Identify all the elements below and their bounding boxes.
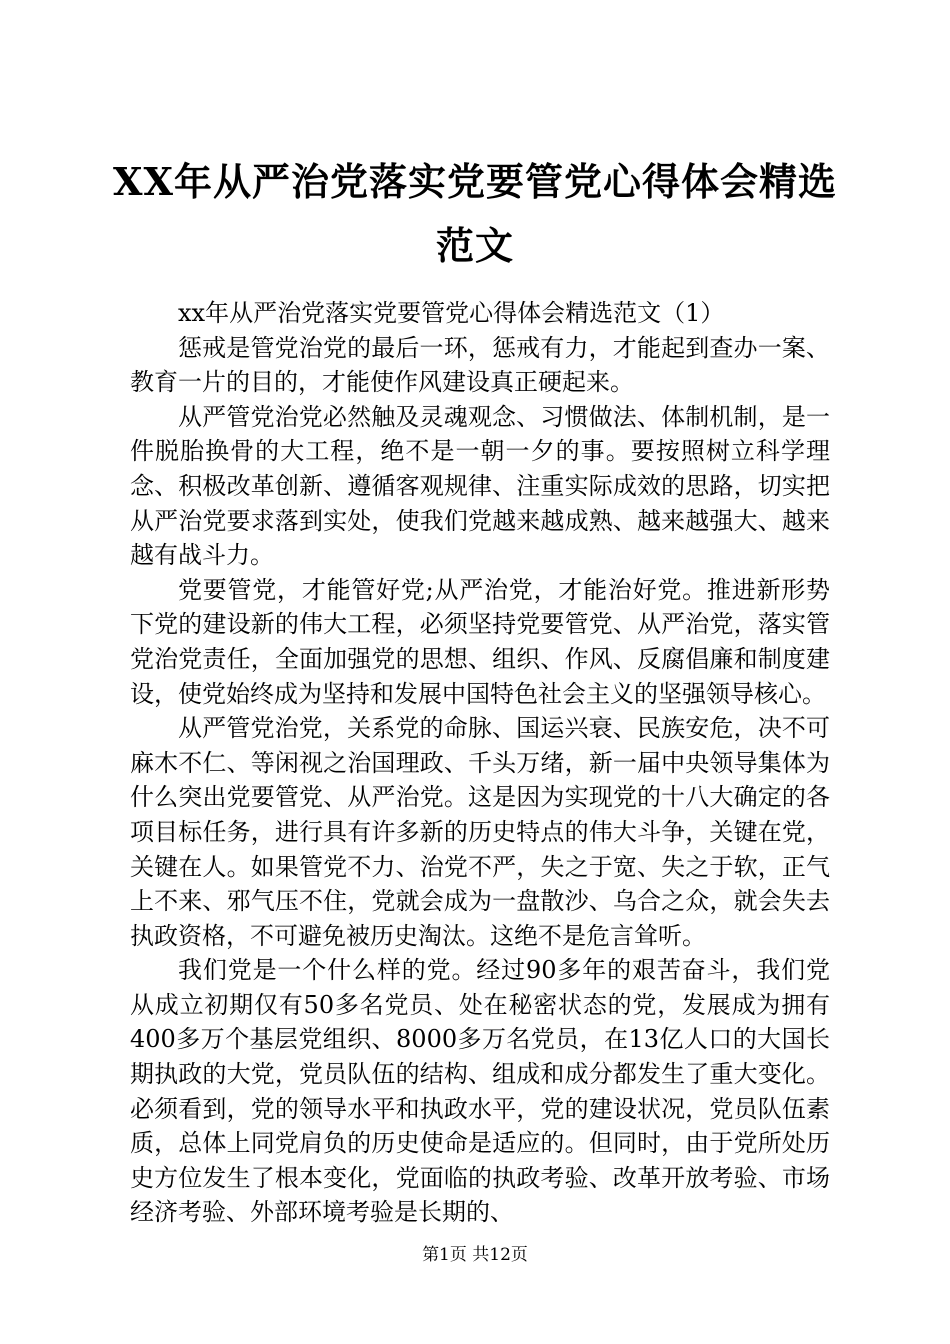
document-body [130,296,830,1230]
paragraph: 我们党是一个什么样的党。经过90多年的艰苦奋斗，我们党从成立初期仅有50多名党员、处在秘密状态的党，发展成为拥有400多万个基层党组织、8000多万名党员，在13亿人口的大国长期执政的大党，党员队伍的结构、组成和成分都发生了重大变化。必须看到，党的领导水平和执政水平，党的建设状况，党员队伍素质，总体上同党肩负的历史使命是适应的。但同时，由于党所处历史方位发生了根本变化，党面临的执政考验、改革开放考验、市场经济考验、外部环境考验是长期的、 [130,956,830,1227]
paragraph: 惩戒是管党治党的最后一环，惩戒有力，才能起到查办一案、教育一片的目的，才能使作风建设真正硬起来。 [130,333,830,397]
page-footer: 第1页 共12页 [422,1245,528,1265]
document-subtitle: xx年从严治党落实党要管党心得体会精选范文（1） [178,299,725,327]
paragraph: 从严管党治党必然触及灵魂观念、习惯做法、体制机制，是一件脱胎换骨的大工程，绝不是一朝一夕的事。要按照树立科学理念、积极改革创新、遵循客观规律、注重实际成效的思路，切实把从严治党要求落到实处，使我们党越来越成熟、越来越强大、越来越有战斗力。 [130,402,830,570]
paragraph: 党要管党，才能管好党;从严治党，才能治好党。推进新形势下党的建设新的伟大工程，必须坚持党要管党、从严治党，落实管党治党责任，全面加强党的思想、组织、作风、反腐倡廉和制度建设，使党始终成为坚持和发展中国特色社会主义的坚强领导核心。 [130,575,830,708]
paragraph: 从严管党治党，关系党的命脉、国运兴衰、民族安危，决不可麻木不仁、等闲视之治国理政、千头万绪，新一届中央领导集体为什么突出党要管党、从严治党。这是因为实现党的十八大确定的各项目标任务，进行具有许多新的历史特点的伟大斗争，关键在党，关键在人。如果管党不力、治党不严，失之于宽、失之于软，正气上不来、邪气压不住，党就会成为一盘散沙、乌合之众，就会失去执政资格，不可避免被历史淘汰。这绝不是危言耸听。 [130,714,830,950]
document-title: XX年从严治党落实党要管党心得体会精选范文 [113,159,837,268]
